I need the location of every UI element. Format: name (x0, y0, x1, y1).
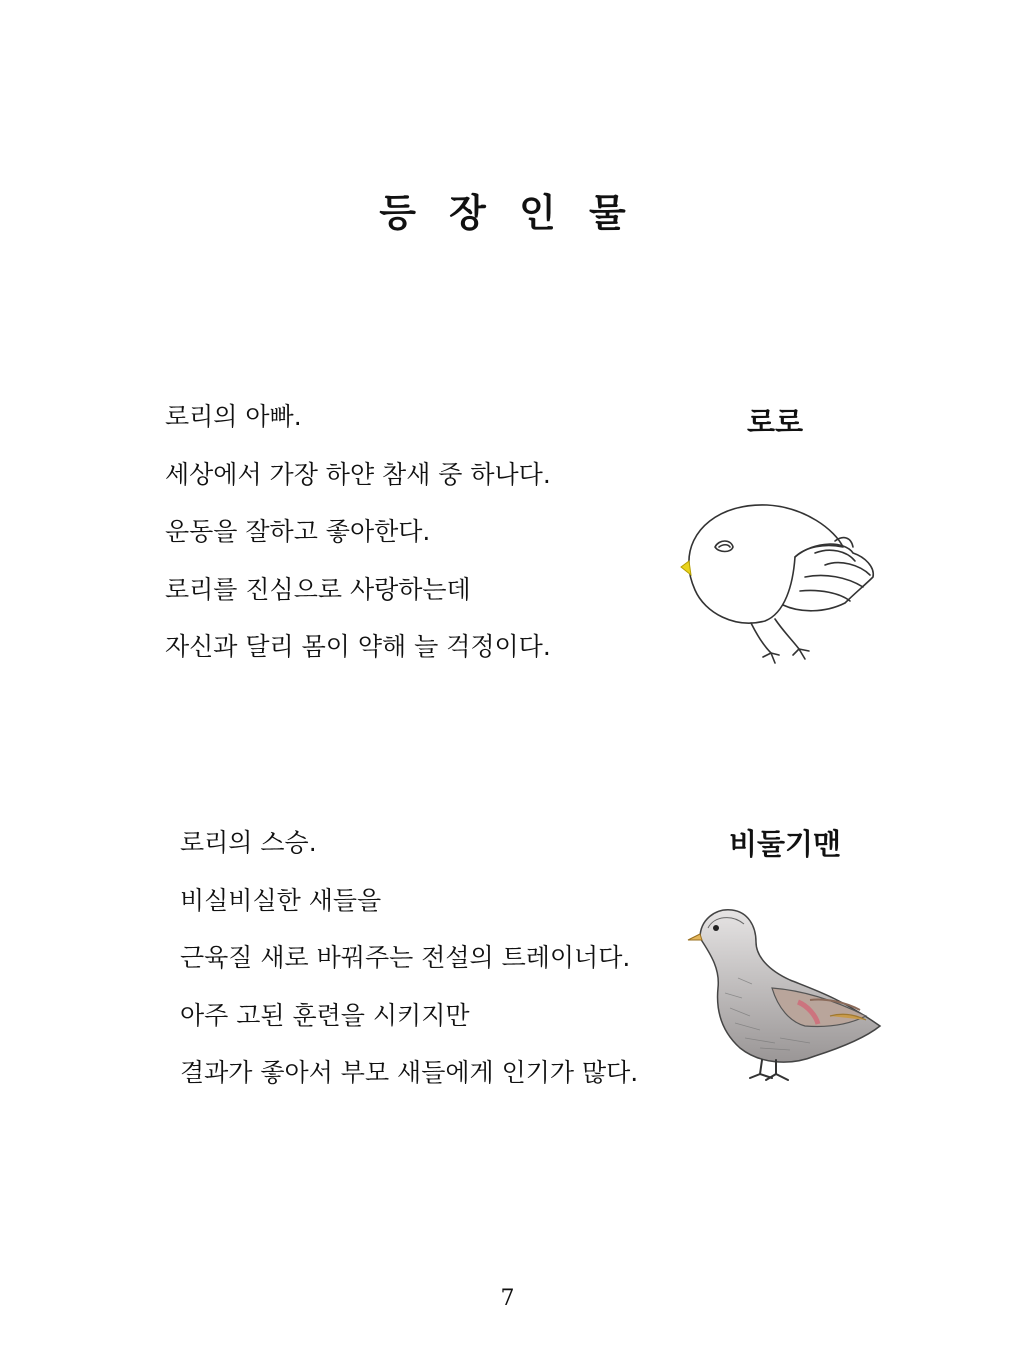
description-line: 로리의 스승. (180, 828, 317, 857)
character-description-pigeonman (180, 828, 638, 1116)
description-line: 자신과 달리 몸이 약해 늘 걱정이다. (165, 632, 551, 661)
sparrow-illustration (675, 495, 885, 665)
description-line: 근육질 새로 바꿔주는 전설의 트레이너다. (180, 943, 631, 972)
description-line: 로리를 진심으로 사랑하는데 (165, 574, 471, 604)
description-line: 세상에서 가장 하얀 참새 중 하나다. (165, 459, 551, 489)
character-name-pigeonman: 비둘기맨 (728, 827, 842, 861)
page-title: 등 장 인 물 (379, 191, 636, 235)
character-description-roro (165, 402, 551, 690)
pigeon-illustration (680, 898, 895, 1093)
character-name-roro: 로로 (746, 405, 804, 439)
page-number: 7 (500, 1286, 515, 1311)
description-line: 운동을 잘하고 좋아한다. (165, 517, 431, 546)
description-line: 결과가 좋아서 부모 새들에게 인기가 많다. (180, 1058, 639, 1087)
description-line: 비실비실한 새들을 (180, 885, 382, 915)
description-line: 아주 고된 훈련을 시키지만 (180, 1000, 470, 1030)
description-line: 로리의 아빠. (165, 402, 302, 431)
